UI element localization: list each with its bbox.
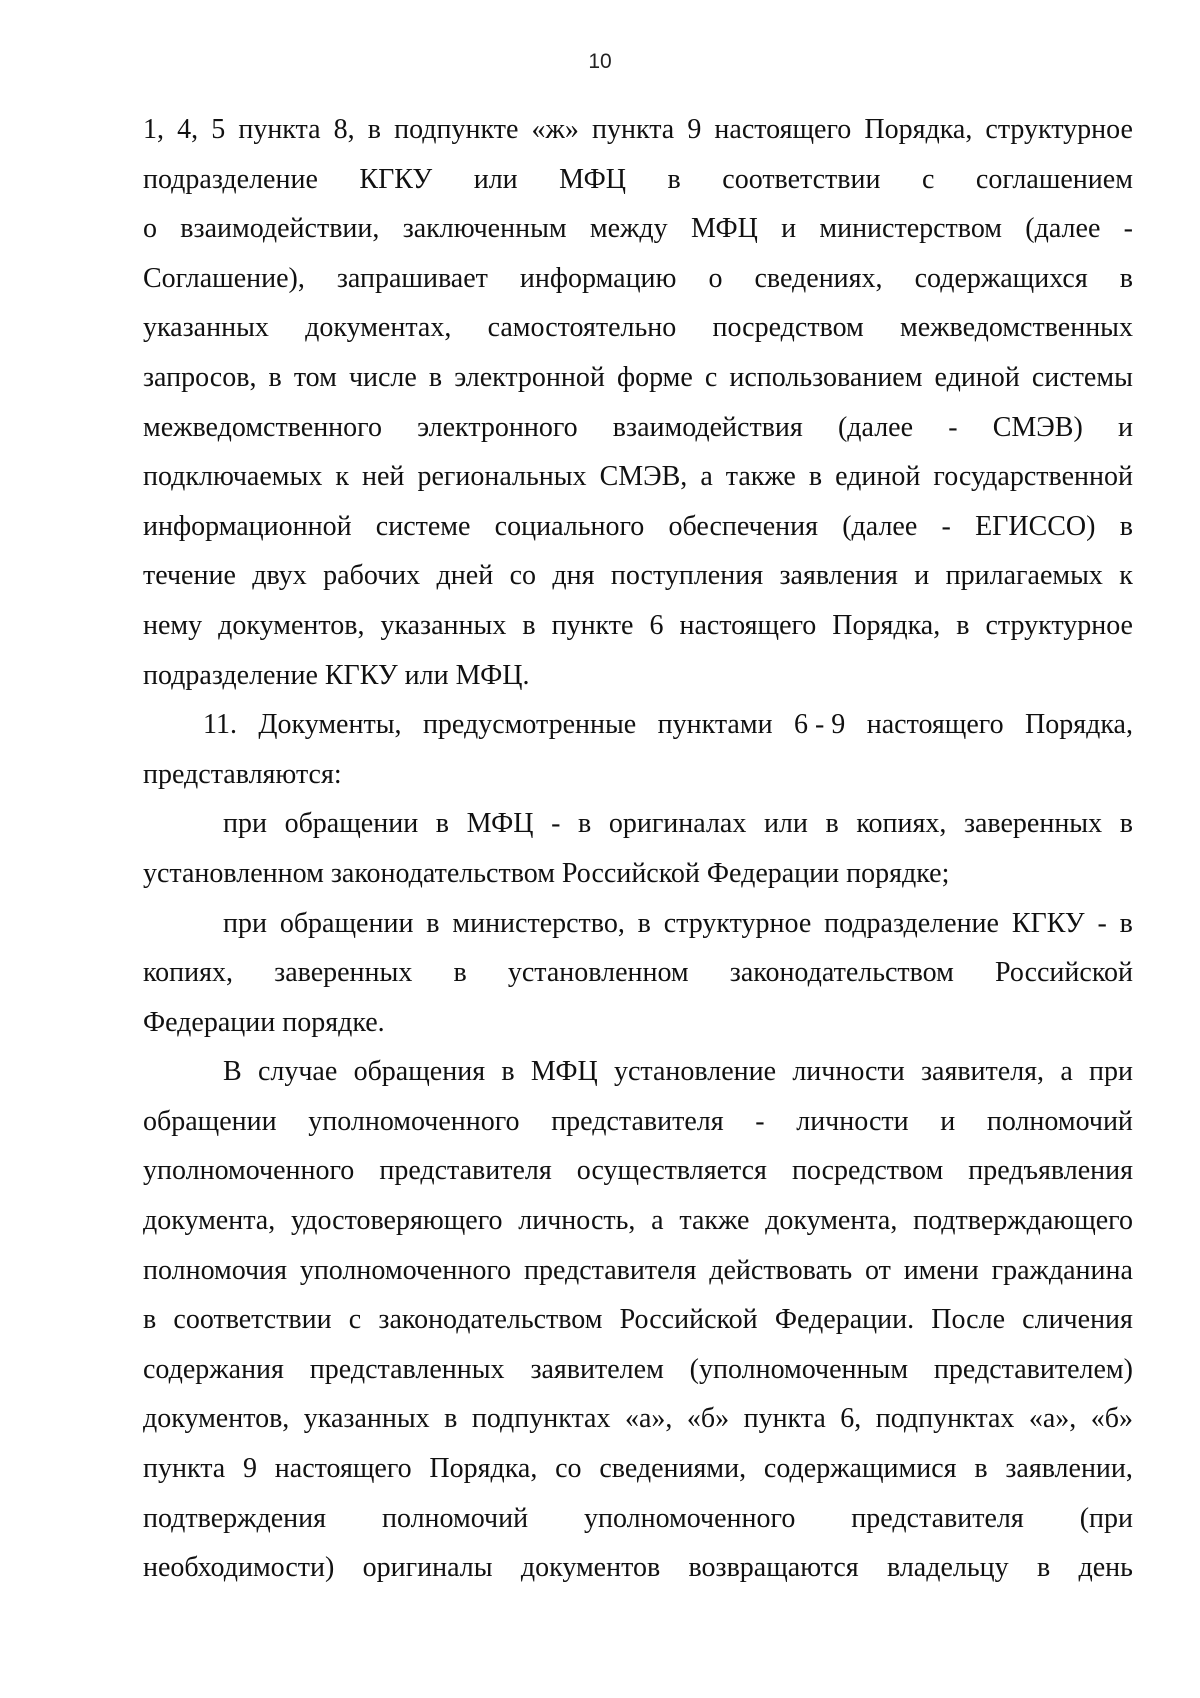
word: гражданина <box>991 1254 1133 1286</box>
text-line <box>143 551 1133 601</box>
text-line <box>143 452 1133 502</box>
word: СМЭВ, <box>599 461 688 493</box>
word: документа, <box>143 1205 276 1237</box>
word: региональных <box>417 461 587 493</box>
word: информацию <box>519 262 677 294</box>
text-line: установленном законодательством Российской Федерации порядке; <box>143 857 950 889</box>
word: личности <box>792 1056 905 1088</box>
word: содержащихся <box>914 262 1088 294</box>
word: - <box>1123 213 1133 245</box>
text-line <box>143 155 1133 205</box>
word: а <box>651 1205 664 1237</box>
word: в <box>637 907 651 939</box>
word: уполномоченного <box>143 1155 355 1187</box>
word: заявителем <box>530 1353 664 1385</box>
text-line <box>143 403 1133 453</box>
word: «а», <box>624 1403 673 1435</box>
word: уполномоченного <box>584 1502 796 1534</box>
word: и <box>940 1105 956 1137</box>
word: документов, <box>218 609 365 641</box>
word: в <box>453 957 467 989</box>
word: в <box>522 609 536 641</box>
text-line <box>143 1543 1133 1593</box>
word: настоящего <box>866 709 1004 741</box>
word: настоящего <box>679 609 817 641</box>
word: системы <box>1031 361 1133 393</box>
word: или <box>763 808 808 840</box>
word: (далее <box>837 411 914 443</box>
word: обращении <box>284 808 419 840</box>
word: заключенным <box>402 213 567 245</box>
word: электронной <box>454 361 605 393</box>
word: при <box>1089 1056 1133 1088</box>
word: - <box>1097 907 1107 939</box>
text-line: представляются: <box>143 758 342 790</box>
word: представителя <box>851 1502 1024 1534</box>
word: в <box>268 361 282 393</box>
word: случае <box>257 1056 338 1088</box>
word: соответствии <box>722 163 881 195</box>
word: межведомственного <box>143 411 382 443</box>
word: 11. <box>203 709 237 741</box>
word: посредством <box>791 1155 944 1187</box>
word: течение <box>143 560 236 592</box>
word: ЕГИССО) <box>975 510 1096 542</box>
word: 9 <box>687 114 702 145</box>
word: указанных <box>380 609 507 641</box>
word: настоящего <box>274 1453 412 1485</box>
text-line <box>143 1394 1133 1444</box>
text-line <box>143 799 1133 849</box>
word: Документы, <box>258 709 402 741</box>
word: при <box>223 907 267 939</box>
word: 4, <box>177 114 199 145</box>
word: со <box>509 560 536 592</box>
word: структурное <box>985 609 1133 641</box>
word: Порядка, <box>864 114 973 145</box>
word: структурное <box>663 907 812 939</box>
text-line <box>143 204 1133 254</box>
word: законодательством <box>378 1304 603 1336</box>
text-line <box>143 948 1133 998</box>
word: также <box>679 1205 750 1237</box>
word: оригиналах <box>608 808 747 840</box>
word: 6 - 9 <box>793 709 846 741</box>
word: нему <box>143 609 203 641</box>
word: представителя <box>523 1254 697 1286</box>
word: представителем) <box>933 1353 1133 1385</box>
word: обеспечения <box>668 510 818 542</box>
word: в <box>956 609 970 641</box>
word: в <box>426 907 440 939</box>
word: о <box>708 262 723 294</box>
word: также <box>725 461 796 493</box>
word: ней <box>362 461 405 493</box>
word: подтверждения <box>143 1502 327 1534</box>
word: в <box>143 1304 157 1336</box>
word: заявителя, <box>920 1056 1045 1088</box>
word: указанных <box>143 312 269 344</box>
word: с <box>348 1304 362 1336</box>
paragraph-11-first-line <box>143 700 1133 750</box>
word: установление <box>613 1056 777 1088</box>
text-line <box>143 1444 1133 1494</box>
word: заявления <box>779 560 898 592</box>
word: соответствии <box>173 1304 332 1336</box>
word: копиях, <box>856 808 947 840</box>
word: посредством <box>712 312 864 344</box>
word: 5 <box>211 114 226 145</box>
word: сведениями, <box>599 1453 747 1485</box>
document-body <box>143 105 1133 1593</box>
word: документа, <box>765 1205 898 1237</box>
text-line <box>143 303 1133 353</box>
word: необходимости) <box>143 1552 335 1584</box>
word: подтверждающего <box>913 1205 1133 1237</box>
word: взаимодействия <box>612 411 803 443</box>
word: со <box>555 1453 582 1485</box>
word: заверенных <box>963 808 1103 840</box>
word: осуществляется <box>576 1155 767 1187</box>
text-line <box>143 254 1133 304</box>
word: 6, <box>840 1403 862 1435</box>
text-line <box>143 1097 1133 1147</box>
word: соглашением <box>975 163 1133 195</box>
word: Порядка, <box>832 609 941 641</box>
word: пункта <box>591 114 675 145</box>
word: - <box>551 808 561 840</box>
word: полномочий <box>986 1105 1133 1137</box>
word: том <box>293 361 337 393</box>
word: КГКУ <box>1011 907 1085 939</box>
word: электронного <box>417 411 578 443</box>
word: пункта <box>143 1453 226 1485</box>
word: единой <box>835 461 921 493</box>
word: сведениях, <box>754 262 883 294</box>
word: - <box>948 411 958 443</box>
word: копиях, <box>143 957 234 989</box>
word: пунктами <box>657 709 773 741</box>
word: После <box>931 1304 1005 1336</box>
text-line <box>143 1146 1133 1196</box>
text-line <box>143 502 1133 552</box>
word: уполномоченного <box>299 1254 512 1286</box>
word: представителя <box>379 1155 552 1187</box>
word: информационной <box>143 510 352 542</box>
word: личности <box>796 1105 909 1137</box>
word: Российской <box>619 1304 758 1336</box>
word: 8, <box>333 114 355 145</box>
word: «б» <box>686 1403 730 1435</box>
word: в <box>1036 1552 1051 1584</box>
word: государственной <box>933 461 1133 493</box>
word: межведомственных <box>900 312 1133 344</box>
word: подпункте <box>394 114 519 145</box>
word: при <box>223 808 267 840</box>
word: в <box>808 461 823 493</box>
word: прилагаемых <box>945 560 1103 592</box>
word: запрашивает <box>336 262 488 294</box>
word: поступления <box>610 560 764 592</box>
word: (уполномоченным <box>689 1353 909 1385</box>
word: пункте <box>551 609 634 641</box>
word: в <box>1119 510 1133 542</box>
word: документах, <box>305 312 452 344</box>
word: 1, <box>143 114 164 145</box>
word: к <box>1119 560 1133 592</box>
word: заверенных <box>274 957 413 989</box>
word: «б» <box>1090 1403 1133 1435</box>
word: обращении <box>143 1105 277 1137</box>
word: - <box>755 1105 765 1137</box>
word: дней <box>436 560 494 592</box>
word: В <box>223 1056 242 1088</box>
word: в <box>367 114 381 145</box>
word: в <box>667 163 681 195</box>
word: а <box>700 461 713 493</box>
word: содержания <box>143 1353 284 1385</box>
word: в <box>1119 907 1133 939</box>
word: Порядка, <box>429 1453 538 1485</box>
word: пункта <box>743 1403 826 1435</box>
word: от <box>864 1254 891 1286</box>
word: запросов, <box>143 361 257 393</box>
word: подпунктах <box>875 1403 1015 1435</box>
word: в <box>501 1056 515 1088</box>
word: Порядка, <box>1024 709 1133 741</box>
word: в <box>1119 262 1133 294</box>
word: в <box>428 361 443 393</box>
word: в <box>578 808 592 840</box>
word: в <box>1119 808 1133 840</box>
word: подпунктах <box>471 1403 611 1435</box>
word: рабочих <box>323 560 421 592</box>
word: удостоверяющего <box>290 1205 503 1237</box>
word: системе <box>375 510 471 542</box>
word: социального <box>494 510 645 542</box>
word: обращении <box>279 907 414 939</box>
text-line <box>143 1047 1133 1097</box>
word: взаимодействии, <box>180 213 380 245</box>
word: установленном <box>507 957 689 989</box>
word: и <box>781 213 797 245</box>
word: СМЭВ) <box>992 411 1083 443</box>
page-number: 10 <box>588 50 612 73</box>
word: (далее <box>842 510 918 542</box>
word: настоящего <box>714 114 852 145</box>
word: полномочия <box>143 1254 287 1286</box>
word: Российской <box>995 957 1133 989</box>
word: личность, <box>518 1205 636 1237</box>
word: обращения <box>353 1056 486 1088</box>
word: возвращаются <box>688 1552 859 1584</box>
word: уполномоченного <box>308 1105 520 1137</box>
word: сличения <box>1022 1304 1133 1336</box>
text-line <box>143 105 1133 155</box>
word: МФЦ <box>559 163 627 195</box>
word: с <box>921 163 935 195</box>
word: «а», <box>1028 1403 1077 1435</box>
word: самостоятельно <box>487 312 677 344</box>
word: содержащимися <box>763 1453 957 1485</box>
word: министерство, <box>452 907 625 939</box>
word: представленных <box>309 1353 505 1385</box>
word: в <box>444 1403 458 1435</box>
word: заявлении, <box>1005 1453 1133 1485</box>
word: Соглашение), <box>143 262 305 294</box>
word: 6 <box>649 609 664 641</box>
text-line: Федерации порядке. <box>143 1006 385 1038</box>
word: документов, <box>143 1403 290 1435</box>
word: МФЦ <box>466 808 534 840</box>
word: между <box>589 213 668 245</box>
text-line: подразделение КГКУ или МФЦ. <box>143 659 530 691</box>
word: действовать <box>709 1254 853 1286</box>
word: структурное <box>985 114 1133 145</box>
word: форме <box>616 361 693 393</box>
word: (далее <box>1025 213 1101 245</box>
word: пункта <box>238 114 321 145</box>
word: и <box>914 560 930 592</box>
word: 9 <box>243 1453 257 1485</box>
word: полномочий <box>381 1502 529 1534</box>
word: «ж» <box>531 114 579 145</box>
word: о <box>143 213 157 245</box>
word: МФЦ <box>690 213 758 245</box>
word: владельцу <box>886 1552 1009 1584</box>
word: (при <box>1079 1502 1133 1534</box>
word: представителя <box>551 1105 724 1137</box>
word: Федерации. <box>774 1304 915 1336</box>
word: единой <box>934 361 1020 393</box>
text-line <box>143 1246 1133 1296</box>
word: числе <box>348 361 417 393</box>
text-line <box>143 353 1133 403</box>
word: подразделение <box>824 907 999 939</box>
word: предъявления <box>968 1155 1133 1187</box>
text-line <box>143 1295 1133 1345</box>
word: документов <box>520 1552 661 1584</box>
word: в <box>435 808 450 840</box>
text-line <box>143 601 1133 651</box>
text-line <box>143 1345 1133 1395</box>
word: подключаемых <box>143 461 323 493</box>
word: законодательством <box>729 957 954 989</box>
word: с <box>704 361 718 393</box>
text-line <box>143 1494 1133 1544</box>
word: в <box>825 808 839 840</box>
word: дня <box>552 560 595 592</box>
word: использованием <box>729 361 923 393</box>
word: министерством <box>819 213 1003 245</box>
text-line <box>143 1196 1133 1246</box>
word: день <box>1078 1552 1133 1584</box>
word: двух <box>252 560 307 592</box>
word: в <box>974 1453 988 1485</box>
word: КГКУ <box>359 163 433 195</box>
word: к <box>335 461 349 493</box>
text-line <box>143 899 1133 949</box>
word: предусмотренные <box>422 709 637 741</box>
word: МФЦ <box>530 1056 598 1088</box>
word: и <box>1117 411 1133 443</box>
word: или <box>473 163 518 195</box>
word: подразделение <box>143 163 318 195</box>
word: а <box>1060 1056 1073 1088</box>
word: указанных <box>303 1403 430 1435</box>
word: оригиналы <box>362 1552 493 1584</box>
word: имени <box>903 1254 979 1286</box>
word: - <box>941 510 951 542</box>
